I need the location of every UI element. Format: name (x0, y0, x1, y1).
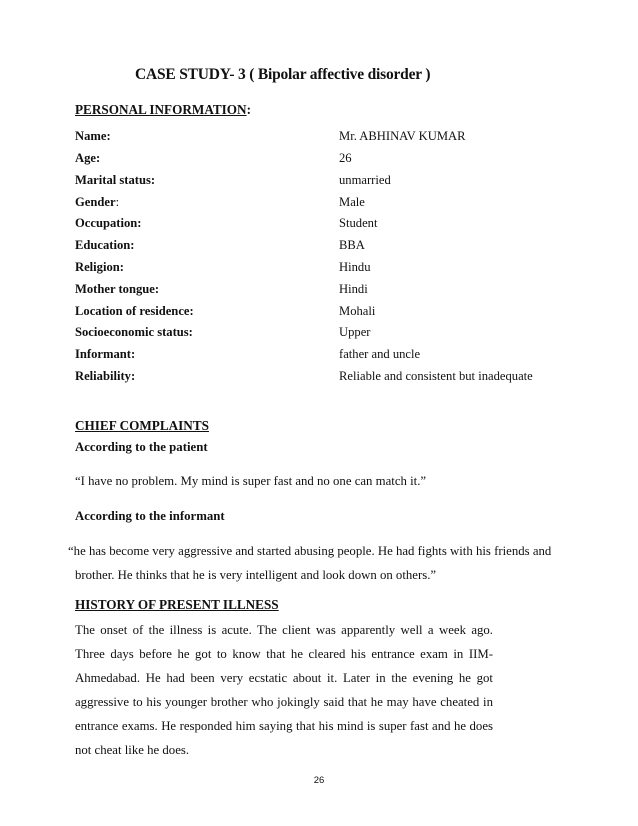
informant-quote-line: “he has become very aggressive and started abusing people. He had fights with his friends and (68, 544, 552, 558)
info-label: Socioeconomic status: (75, 325, 193, 339)
info-label: Religion: (75, 260, 124, 274)
info-label: Gender (75, 195, 116, 209)
info-row-occupation (75, 216, 595, 236)
history-heading (75, 597, 279, 613)
info-row-informant (75, 347, 595, 367)
personal-information-heading (75, 102, 251, 118)
info-value: Hindu (339, 260, 371, 274)
informant-quote (68, 539, 568, 587)
informant-quote-line: brother. He thinks that he is very intelligent and look down on others.” (75, 568, 437, 582)
info-row-name (75, 129, 595, 149)
history-paragraph: The onset of the illness is acute. The client was apparently well a week ago. Three days before he got to know that he cleared his entrance exam in IIM-Ahmedabad. He had been very ecstatic about it. Later in the evening he got aggressive to his younger brother who jokingly said that he may have cheated in entrance exams. He responded him saying that his mind is super fast and he does not cheat like he does. (75, 623, 493, 757)
patient-quote: “I have no problem. My mind is super fast and no one can match it.” (75, 474, 427, 488)
info-row-location (75, 304, 595, 324)
info-row-religion (75, 260, 595, 280)
info-label-colon: : (115, 195, 120, 209)
info-row-gender (75, 195, 595, 215)
info-label: Location of residence: (75, 304, 194, 318)
info-row-socioeconomic-status (75, 325, 595, 345)
page-number: 26 (313, 775, 325, 786)
info-label: Reliability: (75, 369, 136, 383)
info-label-wrap (75, 195, 119, 210)
info-row-reliability (75, 369, 595, 389)
info-value: father and uncle (339, 347, 421, 361)
info-label: Mother tongue: (75, 282, 160, 296)
according-to-informant-label: According to the informant (75, 509, 225, 523)
personal-information-heading-colon: : (246, 102, 251, 117)
info-label: Informant: (75, 347, 136, 361)
info-label: Marital status: (75, 173, 156, 187)
according-to-patient-label: According to the patient (75, 440, 208, 454)
info-row-age (75, 151, 595, 171)
info-label: Occupation: (75, 216, 142, 230)
info-label: Name: (75, 129, 111, 143)
info-value: Hindi (339, 282, 368, 296)
chief-complaints-heading-text: CHIEF COMPLAINTS (75, 418, 209, 433)
history-heading-text: HISTORY OF PRESENT ILLNESS (75, 597, 279, 612)
info-value: Reliable and consistent but inadequate (339, 369, 533, 383)
info-value: BBA (339, 238, 365, 252)
info-row-mother-tongue (75, 282, 595, 302)
case-study-title: CASE STUDY- 3 ( Bipolar affective disorder ) (135, 66, 431, 83)
info-value: 26 (339, 151, 352, 165)
info-value: Mr. ABHINAV KUMAR (339, 129, 466, 143)
info-value: Male (339, 195, 365, 209)
info-label: Age: (75, 151, 101, 165)
personal-information-heading-text: PERSONAL INFORMATION (75, 102, 247, 117)
info-value: Mohali (339, 304, 376, 318)
info-label: Education: (75, 238, 135, 252)
info-row-marital-status (75, 173, 595, 193)
info-value: Upper (339, 325, 371, 339)
info-value: Student (339, 216, 378, 230)
chief-complaints-heading (75, 418, 209, 434)
info-value: unmarried (339, 173, 391, 187)
info-row-education (75, 238, 595, 258)
